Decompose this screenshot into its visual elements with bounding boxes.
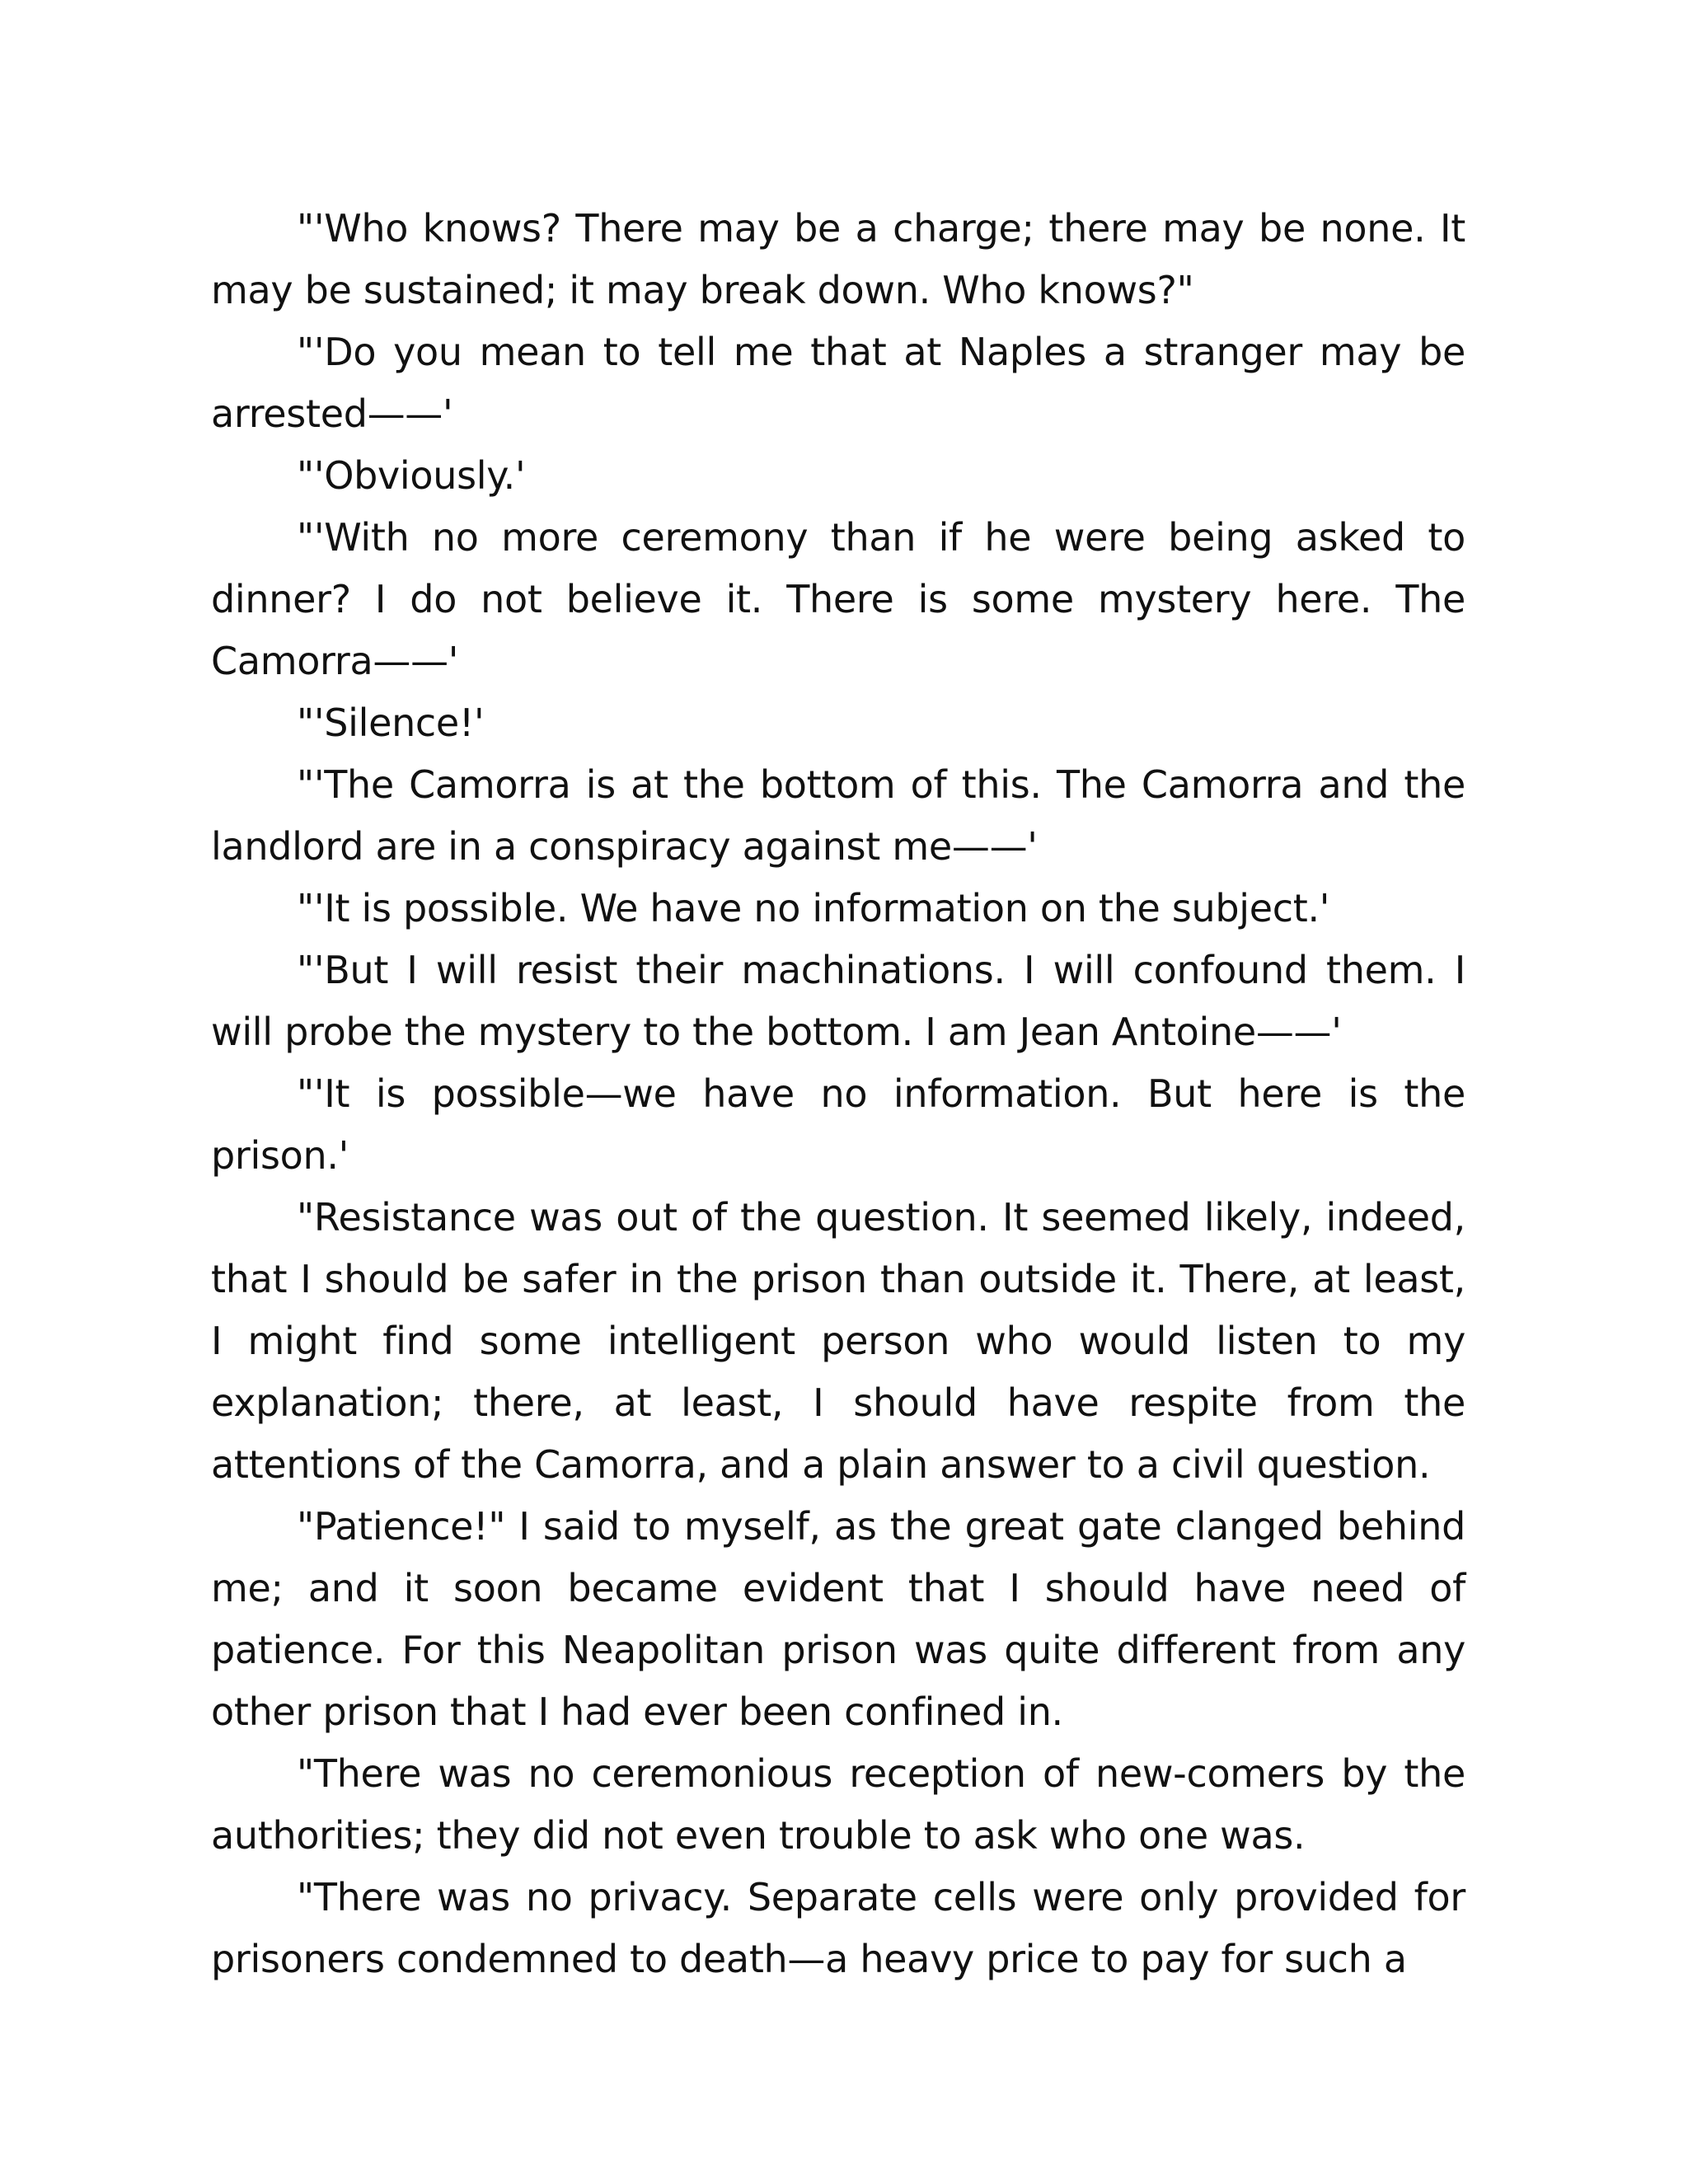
paragraph: "'Who knows? There may be a charge; there may be none. It may be sustained; it may break down. Who knows?" xyxy=(211,206,1465,312)
paragraph: "There was no ceremonious reception of new-comers by the authorities; they did not even trouble to ask who one was. xyxy=(211,1751,1465,1858)
paragraph: "'It is possible—we have no information. But here is the prison.' xyxy=(211,1071,1465,1178)
paragraph: "'Obviously.' xyxy=(297,453,526,498)
paragraph: "Resistance was out of the question. It seemed likely, indeed, that I should be safer in the prison than outside it. There, at least, I might find some intelligent person who would listen to my explanation; there, at least, I should have respite from the attentions of the Camorra, and a plain answer to a civil question. xyxy=(211,1195,1465,1487)
paragraph: "Patience!" I said to myself, as the great gate clanged behind me; and it soon became evident that I should have need of patience. For this Neapolitan prison was quite different from any other prison that I had ever been confined in. xyxy=(211,1504,1465,1734)
paragraph: "There was no privacy. Separate cells were only provided for prisoners condemned to death—a heavy price to pay for such a xyxy=(211,1875,1465,1981)
paragraph: "'The Camorra is at the bottom of this. The Camorra and the landlord are in a conspiracy against me——' xyxy=(211,762,1465,869)
paragraph: "'With no more ceremony than if he were being asked to dinner? I do not believe it. There is some mystery here. The Camorra——' xyxy=(211,515,1465,683)
paragraph: "'Silence!' xyxy=(297,701,485,745)
body-text xyxy=(211,198,1465,1990)
paragraph: "'Do you mean to tell me that at Naples a stranger may be arrested——' xyxy=(211,330,1465,436)
paragraph: "'But I will resist their machinations. I will confound them. I will probe the mystery to the bottom. I am Jean Antoine——' xyxy=(211,948,1465,1054)
paragraph: "'It is possible. We have no information on the subject.' xyxy=(297,886,1330,930)
